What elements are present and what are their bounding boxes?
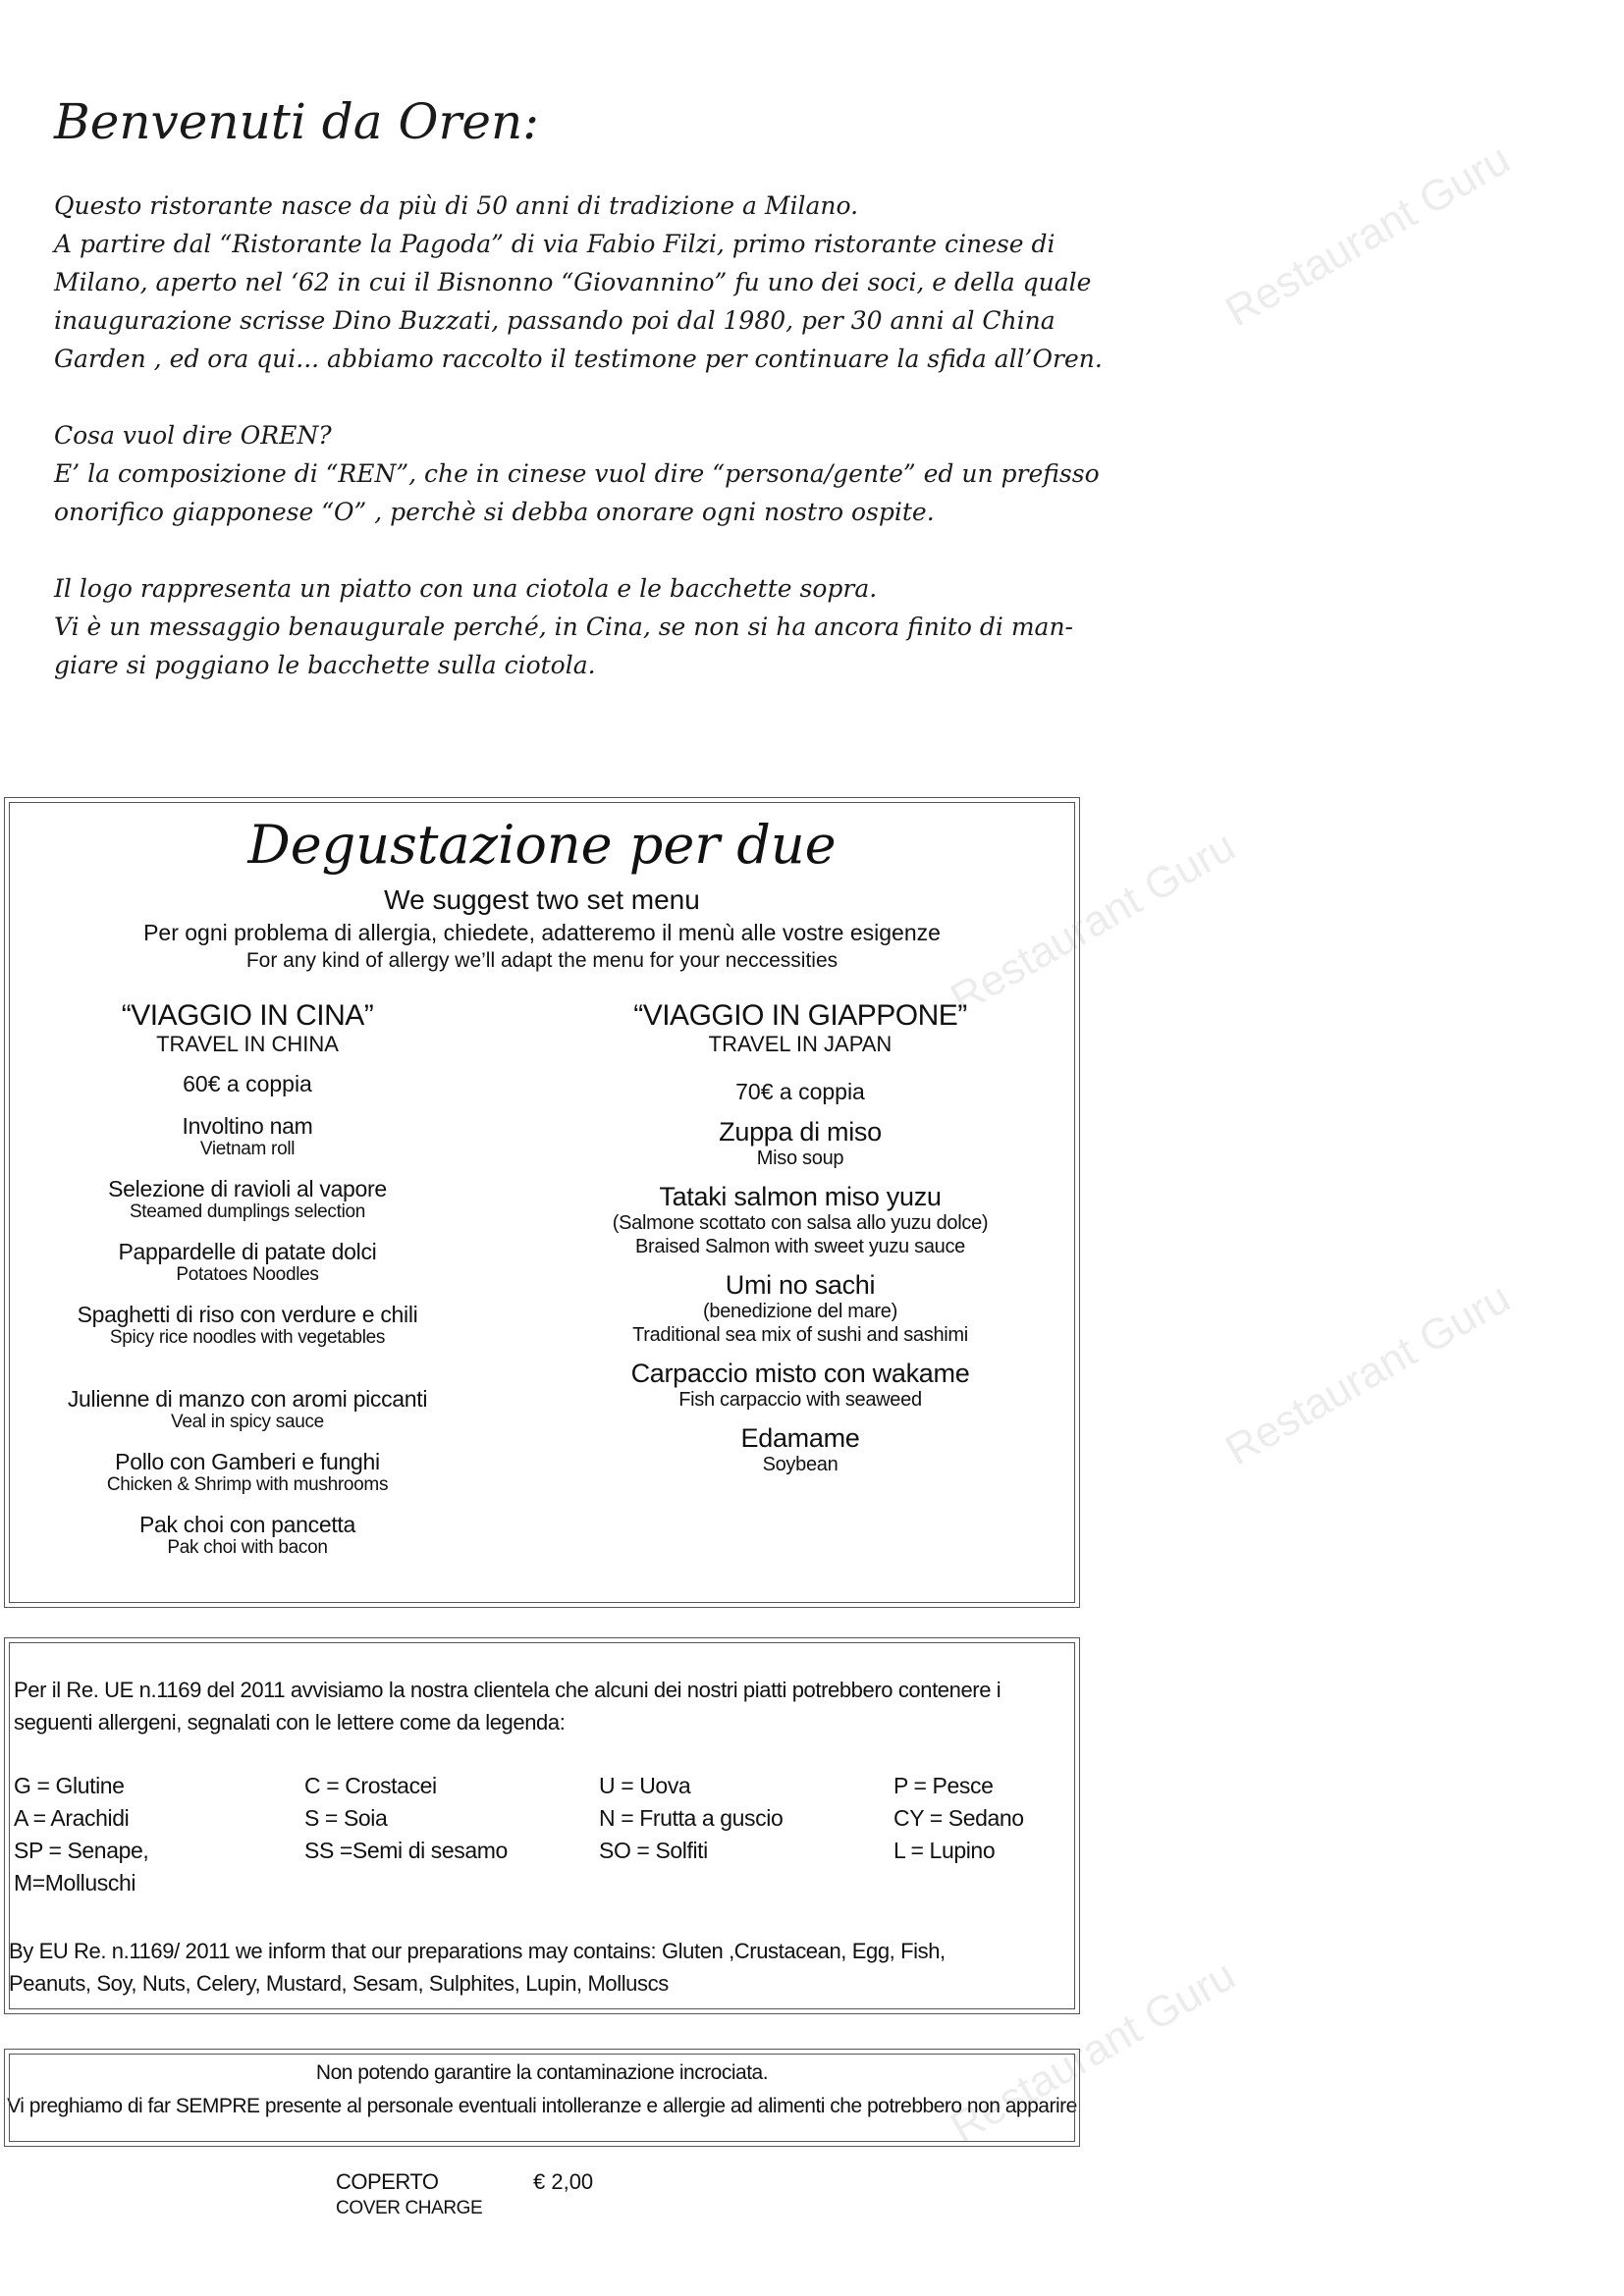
intro-line: giare si poggiano le bacchette sulla ciotola. <box>54 651 596 679</box>
menu-item-translation: Veal in spicy sauce <box>171 1412 324 1432</box>
allergen-entry: CY = Sedano <box>893 1805 1024 1831</box>
menu-item <box>594 1423 1006 1476</box>
intro-line: Il logo rappresenta un piatto con una ciotola e le bacchette sopra. <box>54 574 878 603</box>
allergen-entry: C = Crostacei <box>304 1773 437 1798</box>
intro-line: Vi è un messaggio benaugurale perché, in Cina, se non si ha ancora finito di man- <box>54 613 1074 641</box>
allergen-entry: L = Lupino <box>893 1838 996 1863</box>
intro-line: Cosa vuol dire OREN? <box>54 421 332 450</box>
allergen-entry: A = Arachidi <box>14 1805 130 1831</box>
menu-item-name: Julienne di manzo con aromi piccanti <box>67 1386 428 1412</box>
allergen-entry: SP = Senape, <box>14 1838 149 1863</box>
allergens-english <box>9 1935 1077 2000</box>
tasting-menu-title: Degustazione per due <box>247 814 837 876</box>
cover-charge-price: € 2,00 <box>533 2169 594 2194</box>
menu-item-translation: Soybean <box>762 1454 839 1475</box>
allergen-entry: M=Molluschi <box>14 1870 136 1896</box>
allergen-entry: N = Frutta a guscio <box>599 1805 784 1831</box>
intro-title: Benvenuti da Oren: <box>54 93 539 150</box>
menu-china <box>44 999 451 1559</box>
menu-item-translation: Steamed dumplings selection <box>129 1201 366 1222</box>
cross-contamination-box <box>4 2049 1080 2147</box>
menu-name-en: TRAVEL IN CHINA <box>156 1032 339 1056</box>
menu-item-translation: Miso soup <box>756 1148 844 1169</box>
menu-item <box>594 1117 1006 1170</box>
menu-item <box>594 1359 1006 1412</box>
menu-item-name: Umi no sachi <box>725 1270 876 1300</box>
menu-item-name: Selezione di ravioli al vapore <box>108 1176 387 1201</box>
menu-item-name: Zuppa di miso <box>719 1117 882 1147</box>
allergens-box <box>4 1637 1080 2014</box>
menu-item <box>594 1182 1006 1258</box>
allergens-english-line: Peanuts, Soy, Nuts, Celery, Mustard, Sesam, Sulphites, Lupin, Molluscs <box>9 1971 669 1996</box>
tasting-menu-subtitle: We suggest two set menu <box>384 884 700 915</box>
menu-item-name: Pollo con Gamberi e funghi <box>115 1449 380 1474</box>
menu-item-name: Edamame <box>740 1423 860 1453</box>
intro-line: Questo ristorante nasce da più di 50 anni di tradizione a Milano. <box>54 191 859 220</box>
allergy-note-it: Per ogni problema di allergia, chiedete, adatteremo il menù alle vostre esigenze <box>143 920 941 945</box>
allergens-intro-line: Per il Re. UE n.1169 del 2011 avvisiamo la nostra clientela che alcuni dei nostri piatti potrebbero contenere i <box>14 1678 1001 1702</box>
menu-item-translation: Pak choi with bacon <box>167 1537 328 1558</box>
cross-contamination-line: Vi preghiamo di far SEMPRE presente al personale eventuali intolleranze e allergie ad alimenti che potrebbero non apparire <box>7 2095 1077 2117</box>
allergen-entry: SS =Semi di sesamo <box>304 1838 508 1863</box>
intro-line <box>54 531 1095 569</box>
allergens-intro-line: seguenti allergeni, segnalati con le lettere come da legenda: <box>14 1710 566 1735</box>
cover-charge-label-en: COVER CHARGE <box>336 2198 483 2218</box>
menu-item-name: Pappardelle di patate dolci <box>118 1239 377 1264</box>
menu-item <box>44 1449 451 1496</box>
allergen-entry: P = Pesce <box>893 1773 994 1798</box>
menu-japan <box>594 999 1006 1476</box>
allergen-entry: SO = Solfiti <box>599 1838 708 1863</box>
allergen-entry: G = Glutine <box>14 1773 125 1798</box>
menu-price: 60€ a coppia <box>183 1071 312 1096</box>
menu-item <box>44 1512 451 1559</box>
menu-item-note: (benedizione del mare) <box>703 1301 897 1322</box>
intro-text <box>54 187 1103 684</box>
menu-item-translation: Chicken & Shrimp with mushrooms <box>106 1474 389 1495</box>
watermark-text: Restaurant Guru <box>943 1950 1244 2153</box>
menu-item <box>44 1302 451 1349</box>
menu-item-note: (Salmone scottato con salsa allo yuzu dolce) <box>612 1212 989 1234</box>
menu-item-name: Carpaccio misto con wakame <box>630 1359 970 1388</box>
menu-name-en: TRAVEL IN JAPAN <box>708 1032 893 1056</box>
menu-item-translation: Potatoes Noodles <box>176 1264 319 1285</box>
menu-item <box>594 1270 1006 1347</box>
intro-line: A partire dal “Ristorante la Pagoda” di via Fabio Filzi, primo ristorante cinese di <box>54 230 1056 258</box>
menu-price: 70€ a coppia <box>735 1079 865 1104</box>
intro-line <box>54 378 1095 416</box>
menu-item-translation: Traditional sea mix of sushi and sashimi <box>632 1324 968 1346</box>
menu-item <box>44 1239 451 1286</box>
allergy-note-en: For any kind of allergy we’ll adapt the menu for your neccessities <box>245 949 839 972</box>
intro-line: E’ la composizione di “REN”, che in cinese vuol dire “persona/gente” ed un prefisso <box>54 459 1100 488</box>
intro-line: Garden , ed ora qui... abbiamo raccolto il testimone per continuare la sfida all’Oren. <box>54 345 1103 373</box>
intro-line: inaugurazione scrisse Dino Buzzati, passando poi dal 1980, per 30 anni al China <box>54 306 1056 335</box>
menu-item-name: Tataki salmon miso yuzu <box>659 1182 942 1211</box>
intro-line: Milano, aperto nel ‘62 in cui il Bisnonno “Giovannino” fu uno dei soci, e della quale <box>54 268 1092 296</box>
menu-item-name: Involtino nam <box>182 1113 313 1139</box>
watermark-text: Restaurant Guru <box>1218 1273 1519 1475</box>
allergen-entry: S = Soia <box>304 1805 388 1831</box>
watermark-text: Restaurant Guru <box>943 822 1244 1024</box>
menu-item <box>44 1113 451 1160</box>
menu-item-name: Pak choi con pancetta <box>138 1512 356 1537</box>
menu-item-translation: Fish carpaccio with seaweed <box>678 1389 922 1411</box>
allergens-intro <box>14 1674 1079 1738</box>
menu-item-translation: Braised Salmon with sweet yuzu sauce <box>634 1236 966 1257</box>
menu-name: “VIAGGIO IN GIAPPONE” <box>633 999 967 1032</box>
menu-item-name: Spaghetti di riso con verdure e chili <box>77 1302 418 1327</box>
allergens-english-line: By EU Re. n.1169/ 2011 we inform that our preparations may contains: Gluten ,Crustacean, Egg, Fish, <box>9 1939 946 1963</box>
intro-line: onorifico giapponese “O” , perchè si debba onorare ogni nostro ospite. <box>54 498 935 526</box>
menu-item <box>44 1176 451 1223</box>
allergen-entry: U = Uova <box>599 1773 691 1798</box>
menu-item <box>44 1386 451 1433</box>
menu-name: “VIAGGIO IN CINA” <box>121 999 374 1032</box>
menu-item-translation: Vietnam roll <box>199 1139 296 1159</box>
watermark-text: Restaurant Guru <box>1218 134 1519 337</box>
menu-item-translation: Spicy rice noodles with vegetables <box>109 1327 386 1348</box>
cross-contamination-line: Non potendo garantire la contaminazione incrociata. <box>315 2061 769 2084</box>
cover-charge-label: COPERTO <box>336 2169 439 2194</box>
tasting-menu-box <box>4 797 1080 1608</box>
